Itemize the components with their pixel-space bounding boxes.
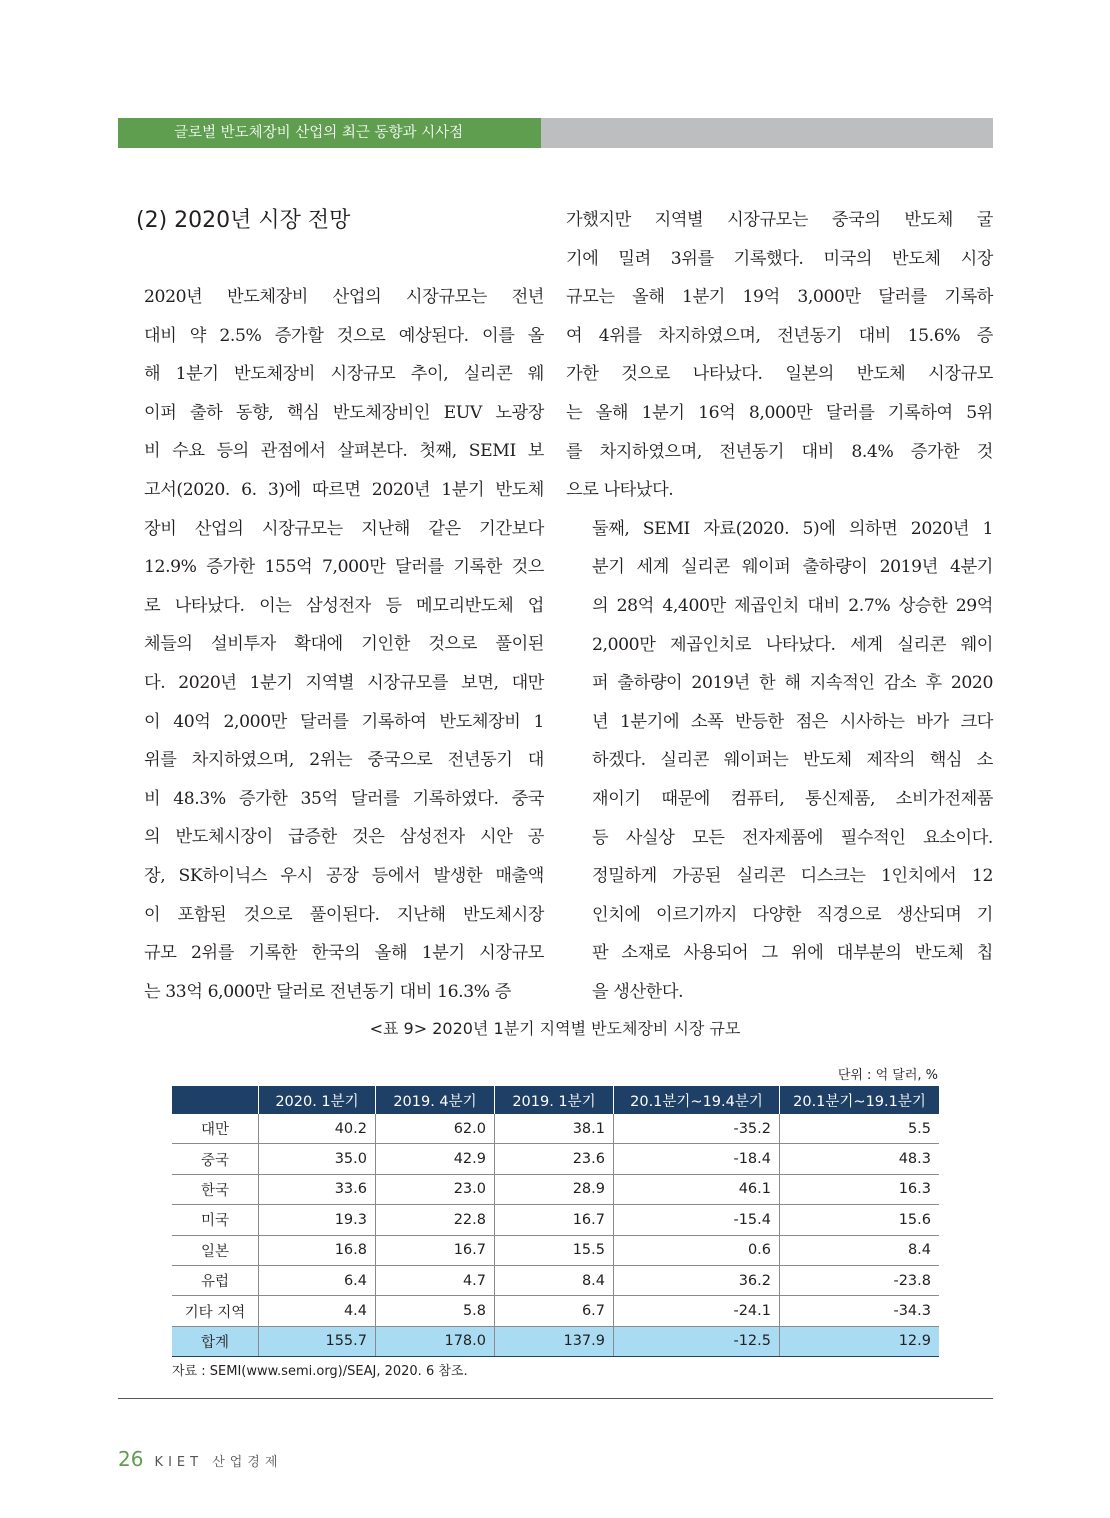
footer-divider bbox=[118, 1398, 993, 1399]
table-cell: 40.2 bbox=[259, 1114, 376, 1144]
table-unit: 단위 : 억 달러, % bbox=[837, 1068, 938, 1083]
table-row bbox=[172, 1174, 939, 1204]
table-cell: 4.4 bbox=[259, 1296, 376, 1326]
table-cell: 42.9 bbox=[376, 1144, 495, 1174]
text-line: 2,000만 제곱인치로 나타났다. 세계 실리콘 웨이 bbox=[592, 634, 993, 655]
table-cell: 48.3 bbox=[780, 1144, 940, 1174]
text-line: 이 40억 2,000만 달러를 기록하여 반도체장비 1 bbox=[144, 711, 544, 732]
table-row bbox=[172, 1205, 939, 1235]
table-row bbox=[172, 1235, 939, 1265]
table-cell: 6.7 bbox=[495, 1296, 614, 1326]
row-label: 일본 bbox=[172, 1235, 259, 1265]
table-title: <표 9> 2020년 1분기 지역별 반도체장비 시장 규모 bbox=[369, 1019, 741, 1038]
text-line: 으로 나타났다. bbox=[566, 480, 674, 501]
table-row bbox=[172, 1265, 939, 1295]
text-line: 비 48.3% 증가한 35억 달러를 기록하였다. 중국 bbox=[144, 788, 544, 809]
text-line: 하겠다. 실리콘 웨이퍼는 반도체 제작의 핵심 소 bbox=[592, 750, 993, 771]
table-cell: 5.8 bbox=[376, 1296, 495, 1326]
table-total-row bbox=[172, 1326, 939, 1356]
body-column-right bbox=[566, 201, 993, 1011]
column-header: 20.1분기~19.1분기 bbox=[780, 1086, 940, 1114]
text-line: 를 차지하였으며, 전년동기 대비 8.4% 증가한 것 bbox=[566, 441, 993, 462]
row-label: 미국 bbox=[172, 1205, 259, 1235]
table-cell: 12.9 bbox=[780, 1326, 940, 1356]
text-line: 대비 약 2.5% 증가할 것으로 예상된다. 이를 올 bbox=[144, 325, 544, 346]
table-source: 자료 : SEMI(www.semi.org)/SEAJ, 2020. 6 참조. bbox=[172, 1364, 468, 1379]
row-label: 중국 bbox=[172, 1144, 259, 1174]
text-line: 체들의 설비투자 확대에 기인한 것으로 풀이된 bbox=[144, 634, 544, 655]
text-line: 위를 차지하였으며, 2위는 중국으로 전년동기 대 bbox=[144, 750, 544, 771]
text-line: 퍼 출하량이 2019년 한 해 지속적인 감소 후 2020 bbox=[592, 673, 993, 694]
table-cell: 5.5 bbox=[780, 1114, 940, 1144]
row-label: 유럽 bbox=[172, 1265, 259, 1295]
table-cell: 36.2 bbox=[614, 1265, 780, 1295]
text-line: 이 포함된 것으로 풀이된다. 지난해 반도체시장 bbox=[144, 904, 544, 925]
paragraph bbox=[566, 201, 993, 510]
text-line: 다. 2020년 1분기 지역별 시장규모를 보면, 대만 bbox=[144, 672, 544, 693]
row-label: 기타 지역 bbox=[172, 1296, 259, 1326]
body-column-left bbox=[118, 278, 544, 1011]
column-header: 20.1분기~19.4분기 bbox=[614, 1086, 780, 1114]
table-cell: -12.5 bbox=[614, 1326, 780, 1356]
table-cell: 19.3 bbox=[259, 1205, 376, 1235]
text-line: 분기 세계 실리콘 웨이퍼 출하량이 2019년 4분기 bbox=[592, 557, 993, 578]
page-number: 26 bbox=[118, 1447, 144, 1471]
text-line: 둘째, SEMI 자료(2020. 5)에 의하면 2020년 1 bbox=[592, 518, 993, 539]
table-cell: 62.0 bbox=[376, 1114, 495, 1144]
table-cell: -35.2 bbox=[614, 1114, 780, 1144]
journal-name: KIET 산업경제 bbox=[154, 1455, 283, 1470]
text-line: 해 1분기 반도체장비 시장규모 추이, 실리콘 웨 bbox=[144, 364, 544, 385]
table-cell: 22.8 bbox=[376, 1205, 495, 1235]
table-row bbox=[172, 1114, 939, 1144]
table-cell: 15.5 bbox=[495, 1235, 614, 1265]
section-title: (2) 2020년 시장 전망 bbox=[136, 208, 351, 233]
table-cell: 4.7 bbox=[376, 1265, 495, 1295]
row-label: 합계 bbox=[172, 1326, 259, 1356]
table-row bbox=[172, 1296, 939, 1326]
column-header: 2019. 4분기 bbox=[376, 1086, 495, 1114]
text-line: 정밀하게 가공된 실리콘 디스크는 1인치에서 12 bbox=[592, 866, 993, 887]
text-line: 2020년 반도체장비 산업의 시장규모는 전년 bbox=[144, 287, 544, 307]
text-line: 가한 것으로 나타났다. 일본의 반도체 시장규모 bbox=[566, 364, 993, 385]
table-cell: 178.0 bbox=[376, 1326, 495, 1356]
text-line: 비 수요 등의 관점에서 살펴본다. 첫째, SEMI 보 bbox=[144, 441, 544, 462]
table-cell: -23.8 bbox=[780, 1265, 940, 1295]
table-cell: -24.1 bbox=[614, 1296, 780, 1326]
text-line: 의 28억 4,400만 제곱인치 대비 2.7% 상승한 29억 bbox=[592, 595, 993, 616]
running-header-bar bbox=[541, 118, 993, 148]
table-cell: 137.9 bbox=[495, 1326, 614, 1356]
text-line: 판 소재로 사용되어 그 위에 대부분의 반도체 칩 bbox=[592, 943, 993, 964]
text-line: 년 1분기에 소폭 반등한 점은 시사하는 바가 크다 bbox=[592, 711, 993, 732]
text-line: 등 사실상 모든 전자제품에 필수적인 요소이다. bbox=[592, 827, 993, 848]
table-cell: 16.7 bbox=[495, 1205, 614, 1235]
table-cell: 16.3 bbox=[780, 1174, 940, 1204]
column-header bbox=[172, 1086, 259, 1114]
text-line: 로 나타났다. 이는 삼성전자 등 메모리반도체 업 bbox=[144, 595, 544, 616]
table-cell: 46.1 bbox=[614, 1174, 780, 1204]
table-cell: 38.1 bbox=[495, 1114, 614, 1144]
table-cell: 16.7 bbox=[376, 1235, 495, 1265]
column-header: 2020. 1분기 bbox=[259, 1086, 376, 1114]
text-line: 재이기 때문에 컴퓨터, 통신제품, 소비가전제품 bbox=[592, 788, 993, 809]
text-line: 이퍼 출하 동향, 핵심 반도체장비인 EUV 노광장 bbox=[144, 402, 544, 423]
text-line: 고서(2020. 6. 3)에 따르면 2020년 1분기 반도체 bbox=[144, 479, 544, 500]
text-line: 여 4위를 차지하였으며, 전년동기 대비 15.6% 증 bbox=[566, 325, 993, 346]
table-cell: 0.6 bbox=[614, 1235, 780, 1265]
text-line: 는 33억 6,000만 달러로 전년동기 대비 16.3% 증 bbox=[144, 981, 511, 1002]
table-header-row bbox=[172, 1086, 939, 1114]
text-line: 는 올해 1분기 16억 8,000만 달러를 기록하여 5위 bbox=[566, 402, 993, 423]
text-line: 장, SK하이닉스 우시 공장 등에서 발생한 매출액 bbox=[144, 865, 544, 886]
row-label: 한국 bbox=[172, 1174, 259, 1204]
data-table bbox=[172, 1086, 939, 1357]
table-cell: 23.6 bbox=[495, 1144, 614, 1174]
table-cell: 6.4 bbox=[259, 1265, 376, 1295]
text-line: 12.9% 증가한 155억 7,000만 달러를 기록한 것으 bbox=[144, 557, 544, 578]
text-line: 규모는 올해 1분기 19억 3,000만 달러를 기록하 bbox=[566, 287, 993, 308]
table-cell: 8.4 bbox=[780, 1235, 940, 1265]
table-cell: 28.9 bbox=[495, 1174, 614, 1204]
table-cell: 155.7 bbox=[259, 1326, 376, 1356]
text-line: 기에 밀려 3위를 기록했다. 미국의 반도체 시장 bbox=[566, 248, 993, 269]
text-line: 을 생산한다. bbox=[592, 981, 684, 1002]
table-cell: 8.4 bbox=[495, 1265, 614, 1295]
text-line: 장비 산업의 시장규모는 지난해 같은 기간보다 bbox=[144, 518, 544, 539]
table-cell: 15.6 bbox=[780, 1205, 940, 1235]
table-cell: 16.8 bbox=[259, 1235, 376, 1265]
table-cell: 35.0 bbox=[259, 1144, 376, 1174]
table-cell: 23.0 bbox=[376, 1174, 495, 1204]
text-line: 의 반도체시장이 급증한 것은 삼성전자 시안 공 bbox=[144, 827, 544, 848]
table-cell: 33.6 bbox=[259, 1174, 376, 1204]
table-row bbox=[172, 1144, 939, 1174]
text-line: 가했지만 지역별 시장규모는 중국의 반도체 굴 bbox=[566, 210, 993, 230]
page-footer bbox=[118, 1447, 282, 1471]
running-header bbox=[118, 118, 993, 148]
row-label: 대만 bbox=[172, 1114, 259, 1144]
table-cell: -34.3 bbox=[780, 1296, 940, 1326]
paragraph bbox=[118, 278, 544, 1011]
column-header: 2019. 1분기 bbox=[495, 1086, 614, 1114]
text-line: 규모 2위를 기록한 한국의 올해 1분기 시장규모 bbox=[144, 943, 544, 964]
table-cell: -15.4 bbox=[614, 1205, 780, 1235]
paragraph bbox=[566, 510, 993, 1012]
table-cell: -18.4 bbox=[614, 1144, 780, 1174]
running-header-title: 글로벌 반도체장비 산업의 최근 동향과 시사점 bbox=[118, 118, 541, 148]
text-line: 인치에 이르기까지 다양한 직경으로 생산되며 기 bbox=[592, 904, 993, 925]
